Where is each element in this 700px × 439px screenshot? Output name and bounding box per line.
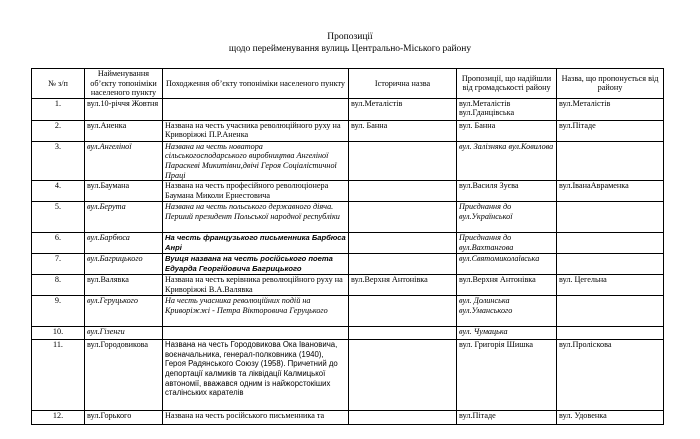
- table-row: [32, 202, 664, 233]
- header-origin: Походження об’єкту топоніміки населеного пункту: [163, 69, 349, 99]
- header-proposed-name: Назва, що пропонується від району: [557, 69, 664, 99]
- cell-origin: [163, 98, 349, 120]
- cell-origin: На честь учасника революційних подій на Криворіжжі - Петра Вікторовича Геруцького: [163, 296, 349, 327]
- cell-historical: [349, 254, 457, 275]
- cell-number: 9.: [32, 296, 85, 327]
- cell-origin: Вуиця названа на честь російського поета Едуарда Георгійовича Багрицького: [163, 254, 349, 275]
- cell-proposed: вул.Пітаде: [557, 120, 664, 141]
- cell-public: Приєднання до вул.Української: [457, 202, 557, 233]
- cell-name: вул.Багрицького: [85, 254, 163, 275]
- cell-public: вул.Металістів вул.Гданцівська: [457, 98, 557, 120]
- cell-historical: [349, 411, 457, 425]
- cell-public: вул.Святомиколаївська: [457, 254, 557, 275]
- table-row: [32, 340, 664, 411]
- cell-number: 10.: [32, 327, 85, 340]
- cell-proposed: [557, 327, 664, 340]
- cell-public: вул. Григорія Шишка: [457, 340, 557, 411]
- cell-historical: [349, 181, 457, 202]
- cell-historical: вул. Банна: [349, 120, 457, 141]
- cell-number: 12.: [32, 411, 85, 425]
- cell-historical: [349, 233, 457, 254]
- table-header-row: [32, 69, 664, 99]
- cell-origin: На честь французького письменника Барбюса Анрі: [163, 233, 349, 254]
- cell-number: 5.: [32, 202, 85, 233]
- cell-historical: [349, 327, 457, 340]
- cell-public: вул. Долинська вул.Уманського: [457, 296, 557, 327]
- header-public-proposals: Пропозиції, що надійшли від громадськості району: [457, 69, 557, 99]
- cell-origin: [163, 327, 349, 340]
- cell-number: 3.: [32, 141, 85, 180]
- cell-proposed: вул. Удовенка: [557, 411, 664, 425]
- cell-public: вул.Василя Зуєва: [457, 181, 557, 202]
- cell-number: 4.: [32, 181, 85, 202]
- proposals-table: [31, 68, 664, 425]
- cell-proposed: [557, 202, 664, 233]
- cell-historical: [349, 202, 457, 233]
- cell-name: вул.Геруцького: [85, 296, 163, 327]
- table-row: [32, 181, 664, 202]
- document-title: Пропозиції: [327, 32, 373, 42]
- table-row: [32, 254, 664, 275]
- cell-name: вул.Барбюса: [85, 233, 163, 254]
- table-row: [32, 296, 664, 327]
- cell-proposed: вул. Цегельна: [557, 275, 664, 296]
- cell-origin: Названа на честь польського державного діяча. Перший президент Польської народної республіки: [163, 202, 349, 233]
- cell-proposed: [557, 254, 664, 275]
- cell-public: вул. Банна: [457, 120, 557, 141]
- table-row: [32, 275, 664, 296]
- cell-number: 8.: [32, 275, 85, 296]
- cell-public: вул. Чумацька: [457, 327, 557, 340]
- cell-proposed: [557, 233, 664, 254]
- cell-historical: [349, 296, 457, 327]
- table-row: [32, 327, 664, 340]
- cell-number: 11.: [32, 340, 85, 411]
- document-subtitle: щодо перейменування вулиць Центрально-Міського району: [228, 44, 472, 54]
- cell-proposed: вул.Проліскова: [557, 340, 664, 411]
- cell-number: 2.: [32, 120, 85, 141]
- cell-origin: Названа на честь професійного революціонера Баумана Миколи Ернестовича: [163, 181, 349, 202]
- header-historical-name: Історична назва: [349, 69, 457, 99]
- cell-public: вул.Пітаде: [457, 411, 557, 425]
- cell-origin: Названа на честь новатора сільськогосподарського виробництва Ангеліної Параскеві Микитівни,двічі Героя Соціалістичної Праці: [163, 141, 349, 180]
- cell-historical: [349, 340, 457, 411]
- cell-name: вул.Горького: [85, 411, 163, 425]
- cell-name: вул.Валявка: [85, 275, 163, 296]
- cell-name: вул.Ангеліної: [85, 141, 163, 180]
- table-row: [32, 120, 664, 141]
- cell-origin: Названа на честь російського письменника та: [163, 411, 349, 425]
- cell-origin: Названа на честь керівника революційного руху на Криворіжжі В.А.Валявка: [163, 275, 349, 296]
- cell-number: 1.: [32, 98, 85, 120]
- cell-name: вул.Гізенги: [85, 327, 163, 340]
- cell-number: 7.: [32, 254, 85, 275]
- cell-historical: вул.Металістів: [349, 98, 457, 120]
- cell-proposed: [557, 296, 664, 327]
- cell-name: вул.Городовикова: [85, 340, 163, 411]
- header-name: Найменування об’єкту топоніміки населеного пункту: [85, 69, 163, 99]
- table-row: [32, 98, 664, 120]
- cell-public: вул.Верхня Антонівка: [457, 275, 557, 296]
- cell-proposed: вул.ІванаАвраменка: [557, 181, 664, 202]
- cell-public: Приєднання до вул.Вахтангова: [457, 233, 557, 254]
- cell-number: 6.: [32, 233, 85, 254]
- cell-historical: [349, 141, 457, 180]
- header-number: № з/п: [32, 69, 85, 99]
- table-row: [32, 233, 664, 254]
- cell-proposed: [557, 141, 664, 180]
- cell-historical: вул.Верхня Антонівка: [349, 275, 457, 296]
- table-row: [32, 411, 664, 425]
- cell-name: вул.Аненка: [85, 120, 163, 141]
- cell-name: вул.Берута: [85, 202, 163, 233]
- table-row: [32, 141, 664, 180]
- cell-name: вул.Баумана: [85, 181, 163, 202]
- cell-origin: Названа на честь Городовикова Ока Івановича, воєначальника, генерал-полковника (1940), Героя Радянського Союзу (1958). Причетний до депортації калмиків та ліквідації Калмицької автономії, вважався одним із найжорстокіших сталінських карателів: [163, 340, 349, 411]
- cell-origin: Названа на честь учасника революційного руху на Криворіжжі П.Р.Аненка: [163, 120, 349, 141]
- cell-proposed: вул.Металістів: [557, 98, 664, 120]
- cell-public: вул. Залізняка вул.Ковилова: [457, 141, 557, 180]
- cell-name: вул.10-річчя Жовтня: [85, 98, 163, 120]
